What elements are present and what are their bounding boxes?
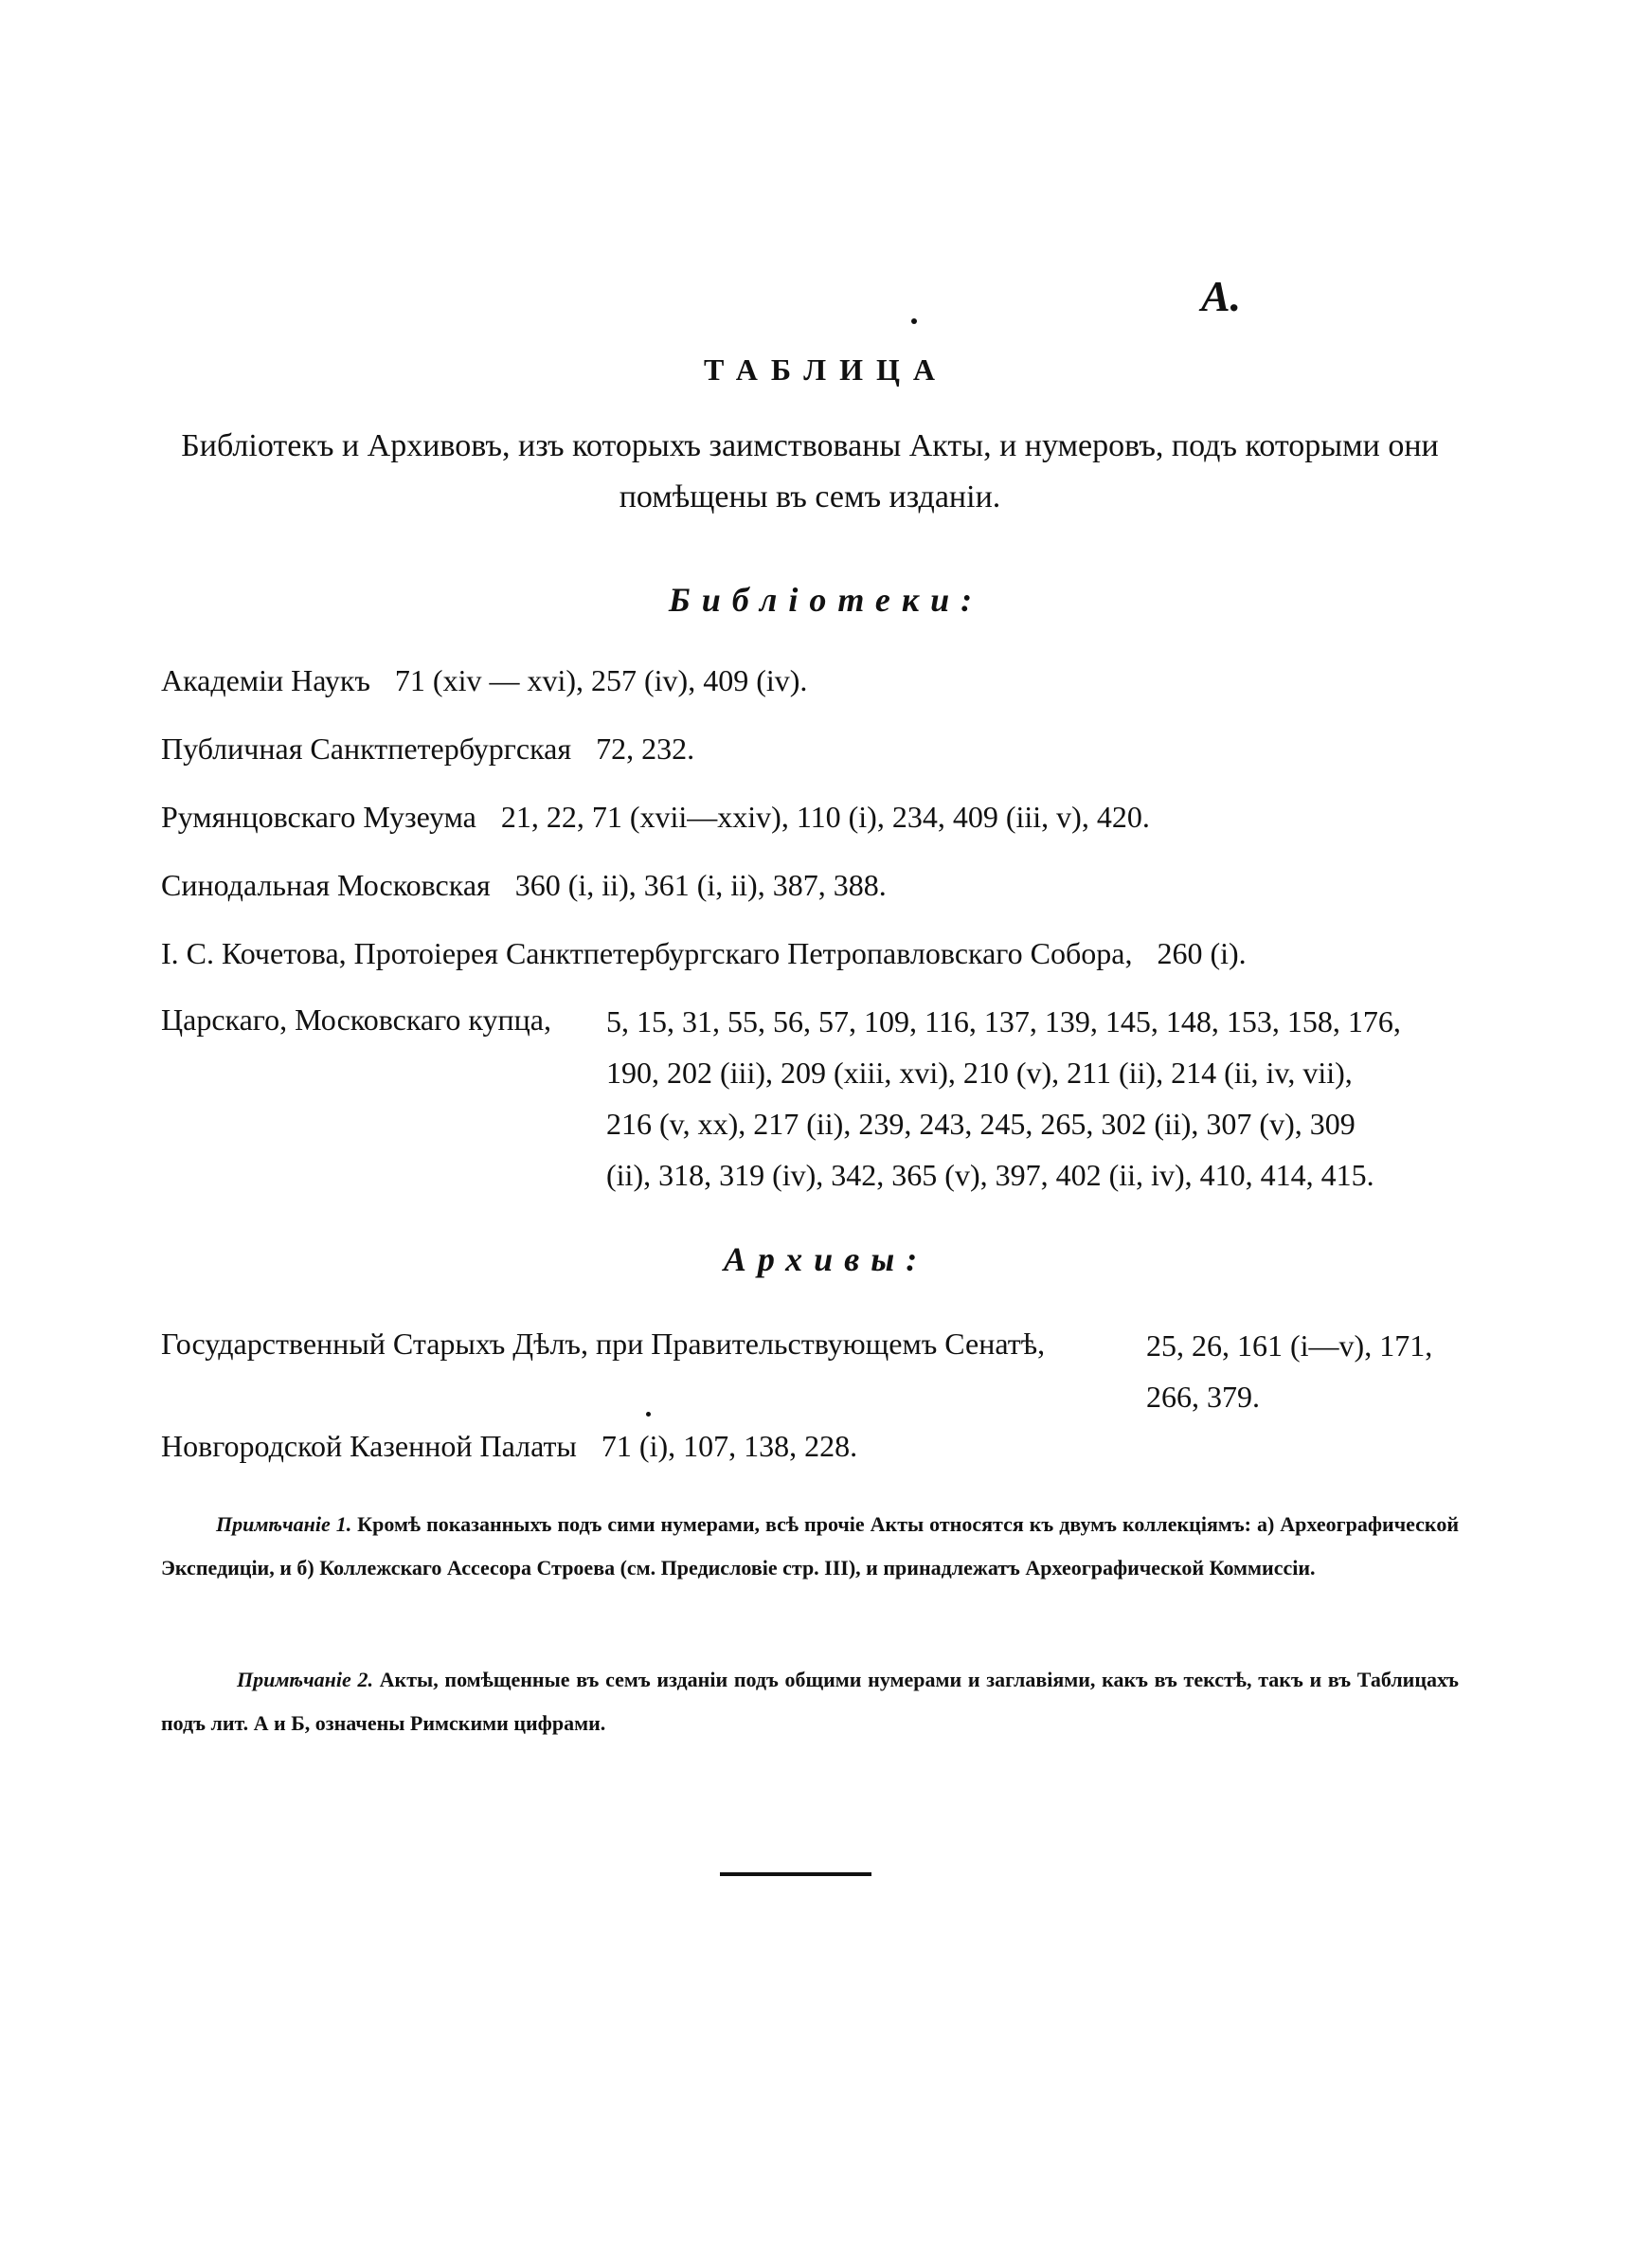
library-entry — [161, 731, 694, 767]
library-entry — [161, 663, 807, 698]
footnote-2 — [161, 1658, 1459, 1745]
library-name: Синодальная Московская — [161, 868, 491, 902]
libraries-title: Библіотеки: — [668, 581, 984, 619]
library-numbers: 72, 232. — [596, 731, 695, 766]
library-name: Академіи Наукъ — [161, 663, 370, 697]
page-letter: А. — [1201, 272, 1242, 320]
numbers-line: 216 (v, xx), 217 (ii), 239, 243, 245, 265, 302 (ii), 307 (v), 309 — [606, 1107, 1356, 1141]
stray-dot — [646, 1412, 651, 1417]
footnote-text: Кромѣ показанныхъ подъ сими нумерами, всѣ прочіе Акты относятся къ двумъ коллекціямъ: а) Археографической Экспедиціи, и б) Коллежскаго Ассесора Строева (см. Предисловіе стр. III), и принадлежатъ Археографической Коммиссіи. — [161, 1512, 1459, 1580]
library-numbers — [606, 1002, 1401, 1207]
numbers-line: 190, 202 (iii), 209 (xiii, xvi), 210 (v), 211 (ii), 214 (ii, iv, vii), — [606, 1056, 1353, 1090]
library-name: Публичная Санктпетербургская — [161, 731, 572, 766]
numbers-line: 266, 379. — [1146, 1380, 1260, 1414]
archive-name: Государственный Старыхъ Дѣлъ, при Правительствующемъ Сенатѣ, — [161, 1327, 1046, 1361]
library-name: Царскаго, Московскаго купца, — [161, 1002, 551, 1037]
table-subtitle: Библіотекъ и Архивовъ, изъ которыхъ заимствованы Акты, и нумеровъ, подъ которыми они помѣщены въ семъ изданіи. — [181, 428, 1439, 515]
library-name: Румянцовскаго Музеума — [161, 800, 476, 834]
stray-dot — [911, 318, 917, 324]
library-numbers: 360 (i, ii), 361 (i, ii), 387, 388. — [514, 868, 887, 902]
closing-rule — [720, 1872, 871, 1876]
archive-name: Новгородской Казенной Палаты — [161, 1429, 577, 1463]
library-entry — [161, 868, 887, 903]
table-heading: ТАБЛИЦА — [704, 352, 948, 387]
archive-numbers: 71 (i), 107, 138, 228. — [601, 1429, 858, 1463]
footnote-text: Акты, помѣщенные въ семъ изданіи подъ общими нумерами и заглавіями, какъ въ текстѣ, такъ и въ Таблицахъ подъ лит. А и Б, означены Римскими цифрами. — [161, 1668, 1460, 1735]
numbers-line: 25, 26, 161 (i—v), 171, — [1146, 1328, 1433, 1363]
archive-entry-state — [161, 1327, 1459, 1431]
footnote-label: Примѣчаніе 1. — [216, 1512, 352, 1536]
archive-entry-novgorod — [161, 1429, 857, 1464]
library-name: I. С. Кочетова, Протоіерея Санктпетербургскаго Петропавловскаго Собора, — [161, 936, 1133, 970]
numbers-line: 5, 15, 31, 55, 56, 57, 109, 116, 137, 139, 145, 148, 153, 158, 176, — [606, 1004, 1401, 1038]
library-numbers: 260 (i). — [1157, 936, 1247, 970]
numbers-line: (ii), 318, 319 (iv), 342, 365 (v), 397, 402 (ii, iv), 410, 414, 415. — [606, 1158, 1374, 1192]
archives-title: Архивы: — [723, 1240, 929, 1278]
footnote-1 — [161, 1503, 1459, 1590]
library-entry — [161, 936, 1247, 971]
library-entry — [161, 800, 1150, 835]
footnote-label: Примѣчаніе 2. — [237, 1668, 373, 1691]
archive-numbers — [1146, 1327, 1432, 1429]
library-entry-tsarsky — [161, 1002, 1459, 1211]
library-numbers: 21, 22, 71 (xvii—xxiv), 110 (i), 234, 409 (iii, v), 420. — [500, 800, 1150, 834]
library-numbers: 71 (xiv — xvi), 257 (iv), 409 (iv). — [394, 663, 808, 697]
